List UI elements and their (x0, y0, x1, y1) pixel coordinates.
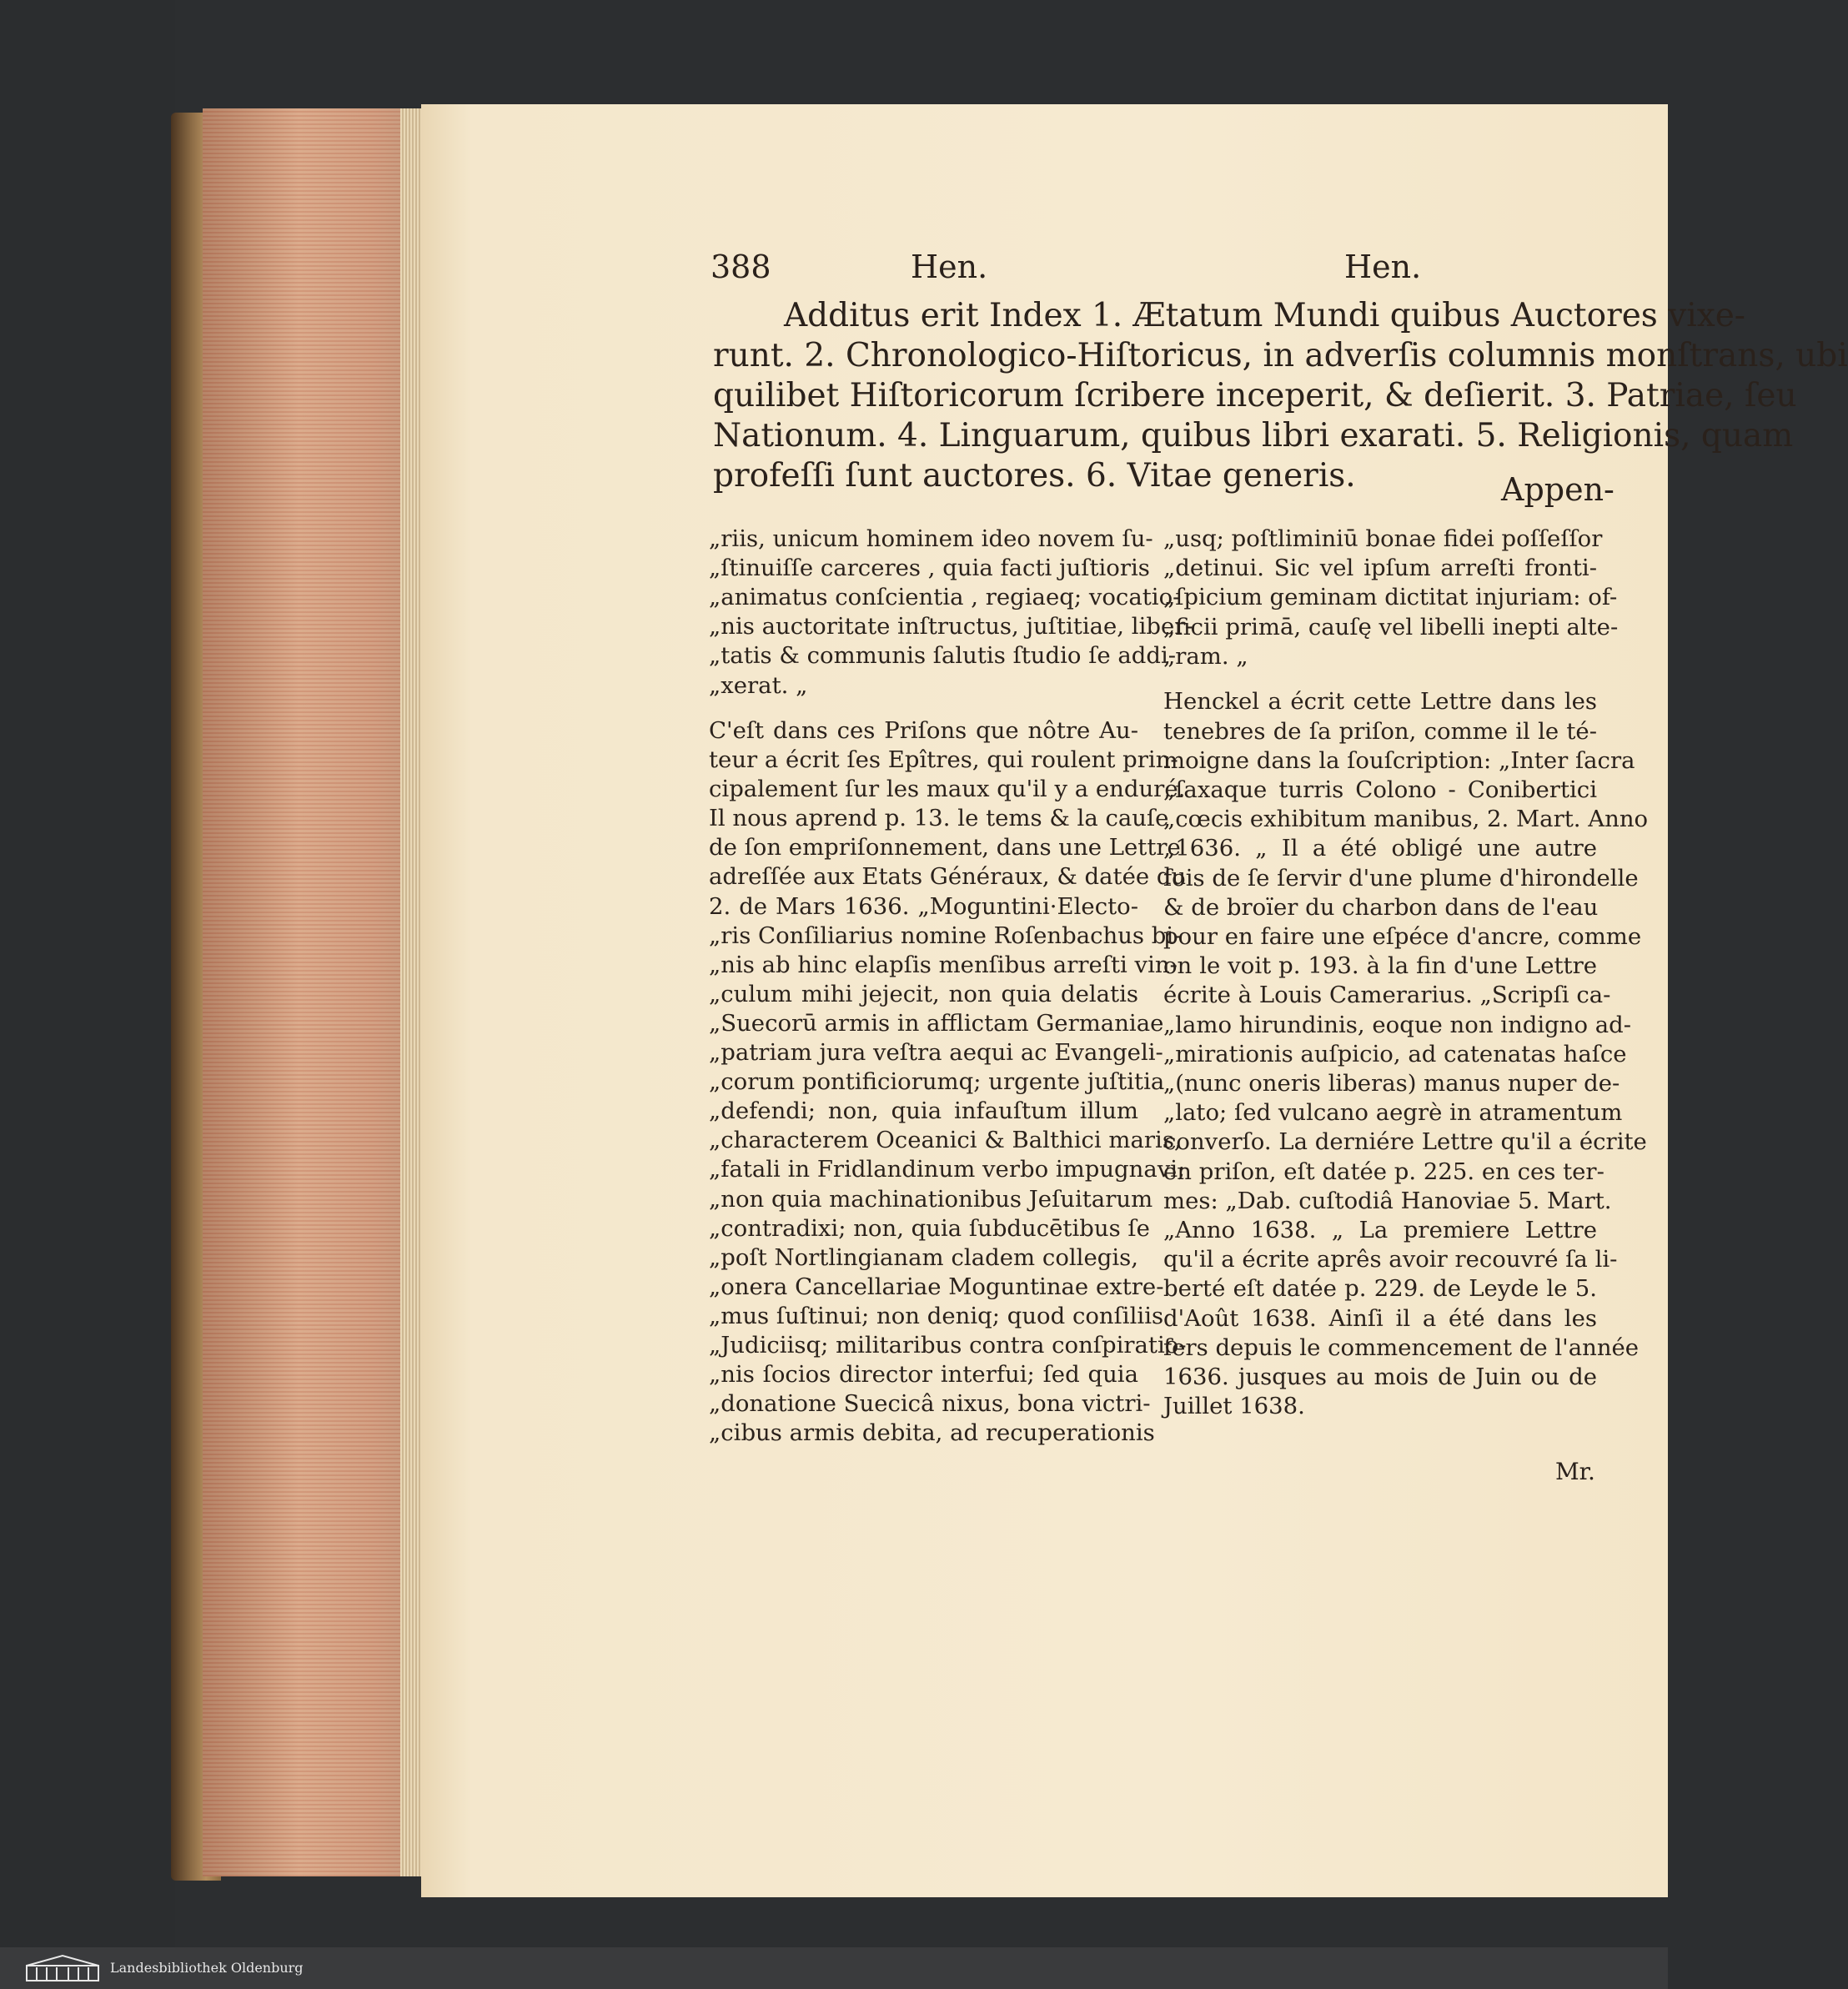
text-line: „1636. „ Il a été obligé une autre (1163, 835, 1597, 862)
background-shadow (0, 0, 175, 1947)
text-line: „ficii primā, cauſę vel libelli inepti alte- (1163, 613, 1619, 640)
text-line: „Judiciisq; militaribus contra conſpiratio- (709, 1332, 1187, 1359)
text-line: „nis ſocios director interfui; ſed quia (709, 1361, 1138, 1389)
text-line: pour en faire une eſpéce d'ancre, comme (1163, 922, 1642, 950)
text-line: Henckel a écrit cette Lettre dans les (1163, 688, 1597, 716)
text-line: converſo. La derniére Lettre qu'il a écrite (1163, 1128, 1647, 1156)
catchword-top: Appen- (1501, 471, 1614, 508)
text-line: „corum pontificiorumq; urgente juſtitia (709, 1068, 1165, 1096)
text-line: „mus ſuſtinui; non deniq; quod conſiliis (709, 1302, 1164, 1329)
text-line: 1636. jusques au mois de Juin ou de (1163, 1363, 1597, 1390)
text-line: „onera Cancellariae Moguntinae extre- (709, 1273, 1164, 1300)
text-line: „ram. „ (1163, 642, 1248, 670)
library-building-icon (25, 1954, 100, 1982)
library-footer (0, 1947, 1668, 1989)
text-line: „culum mihi jejecit, non quia delatis (709, 980, 1138, 1007)
text-line: „defendi; non, quia infauſtum illum (709, 1097, 1138, 1125)
text-line: on le voit p. 193. à la fin d'une Lettre (1163, 952, 1597, 980)
intro-line: quilibet Hiſtoricorum ſcribere inceperit, & deſierit. 3. Patriae, ſeu (713, 377, 1797, 414)
text-line: Il nous aprend p. 13. le tems & la cauſe (709, 805, 1169, 832)
text-line: teur a écrit ſes Epîtres, qui roulent prin- (709, 746, 1178, 773)
text-line: „ris Conſiliarius nomine Roſenbachus bi- (709, 922, 1182, 949)
text-line: adreſſée aux Etats Généraux, & datée du (709, 863, 1187, 891)
intro-line: runt. 2. Chronologico-Hiſtoricus, in adverſis columnis monſtrans, ubi (713, 337, 1848, 374)
text-line: fois de ſe ſervir d'une plume d'hirondelle (1163, 864, 1639, 892)
text-line: 2. de Mars 1636. „Moguntini·Electo- (709, 892, 1138, 920)
text-line: „ſpicium geminam dictitat injuriam: of- (1163, 584, 1618, 611)
text-line: „riis, unicum hominem ideo novem ſu- (709, 525, 1153, 552)
text-line: „detinui. Sic vel ipſum arreſti fronti- (1163, 555, 1597, 582)
text-line: écrite à Louis Camerarius. „Scripſi ca- (1163, 982, 1611, 1009)
text-line: „animatus conſcientia , regiaeq; vocatio- (709, 584, 1181, 611)
catchword-bottom: Mr. (1555, 1458, 1595, 1485)
text-line: „tatis & communis ſalutis ſtudio ſe addi- (709, 642, 1177, 670)
intro-line: profeſſi ſunt auctores. 6. Vitae generis. (713, 457, 1356, 495)
text-line: „nis auctoritate inſtructus, juſtitiae, liber- (709, 613, 1193, 640)
text-line: „poſt Nortlingianam cladem collegis, (709, 1243, 1138, 1271)
text-line: „cœcis exhibitum manibus, 2. Mart. Anno (1163, 806, 1649, 833)
text-line: berté eſt datée p. 229. de Leyde le 5. (1163, 1275, 1597, 1303)
library-name: Landesbibliothek Oldenburg (110, 1960, 304, 1976)
intro-line: Nationum. 4. Linguarum, quibus libri exarati. 5. Religionis, quam (713, 417, 1794, 455)
right-column (1163, 525, 1649, 1426)
text-line: tenebres de ſa priſon, comme il le té- (1163, 717, 1597, 745)
text-line: d'Août 1638. Ainſi il a été dans les (1163, 1304, 1597, 1332)
text-line: C'eſt dans ces Priſons que nôtre Au- (709, 716, 1138, 744)
text-line: moigne dans la ſouſcription: „Inter ſacra (1163, 746, 1635, 774)
left-column (709, 525, 1193, 1459)
text-line: „nis ab hinc elapſis menſibus arreſti vin- (709, 951, 1178, 978)
text-line: „Anno 1638. „ La premiere Lettre (1163, 1216, 1597, 1243)
text-line: „ſaxaque turris Colono - Conibertici (1163, 776, 1597, 803)
text-line: „fatali in Fridlandinum verbo impugnavi; (709, 1156, 1186, 1183)
text-line: „Suecorū armis in afflictam Germaniae (709, 1009, 1164, 1037)
text-line: „lato; ſed vulcano aegrè in atramentum (1163, 1099, 1623, 1127)
running-head-right: Hen. (1344, 249, 1422, 285)
text-line: „characterem Oceanici & Balthici maris, (709, 1127, 1182, 1154)
text-line: „lamo hirundinis, eoque non indigno ad- (1163, 1011, 1632, 1038)
running-head-left: Hen. (911, 249, 988, 285)
text-line: „non quia machinationibus Jeſuitarum (709, 1185, 1153, 1213)
text-line: „usq; poſtliminiū bonae fidei poſſeſſor (1163, 525, 1603, 552)
text-line: cipalement ſur les maux qu'il y a enduré. (709, 776, 1186, 803)
text-line: „contradixi; non, quia ſubducētibus ſe (709, 1214, 1150, 1242)
text-line: „(nunc oneris liberas) manus nuper de- (1163, 1069, 1620, 1097)
text-line: & de broïer du charbon dans de l'eau (1163, 893, 1599, 921)
text-line: qu'il a écrite aprês avoir recouvré ſa li- (1163, 1246, 1618, 1273)
text-line: en priſon, eſt datée p. 225. en ces ter- (1163, 1158, 1604, 1185)
page-number: 388 (711, 249, 771, 285)
text-line: „donatione Suecicâ nixus, bona victri- (709, 1390, 1151, 1418)
text-line: „cibus armis debita, ad recuperationis (709, 1419, 1155, 1447)
text-line: Juillet 1638. (1163, 1393, 1305, 1420)
text-line: mes: „Dab. cuſtodiâ Hanoviae 5. Mart. (1163, 1187, 1612, 1214)
text-line: „mirationis auſpicio, ad catenatas haſce (1163, 1040, 1627, 1067)
text-line: „patriam jura veſtra aequi ac Evangeli- (709, 1039, 1163, 1066)
text-line: „ſtinuiſſe carceres , quia facti juſtioris (709, 555, 1150, 582)
text-line: fers depuis le commencement de l'année (1163, 1334, 1640, 1361)
intro-line: Additus erit Index 1. Ætatum Mundi quibus Auctores vixe- (784, 297, 1745, 334)
book-fore-edge (203, 108, 417, 1876)
text-line: „xerat. „ (709, 671, 808, 699)
text-line: de ſon empriſonnement, dans une Lettre (709, 834, 1181, 861)
